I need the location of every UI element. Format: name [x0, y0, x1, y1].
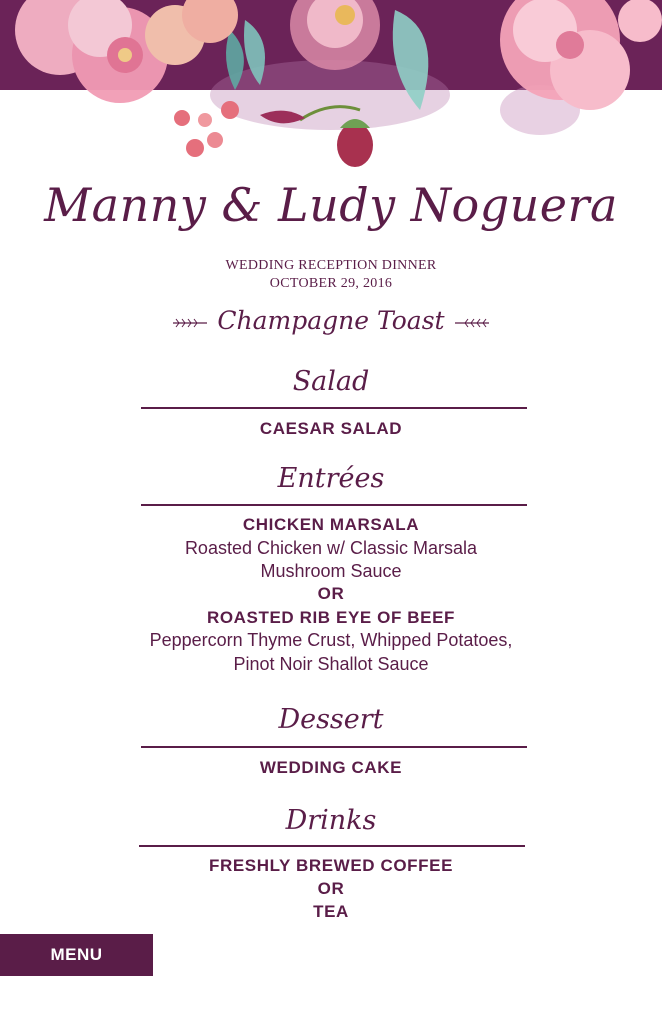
dessert-divider	[141, 746, 527, 748]
event-date: OCTOBER 29, 2016	[269, 276, 393, 291]
champagne-toast-line	[0, 306, 662, 335]
entree-1-desc-line1: Roasted Chicken w/ Classic Marsala	[184, 538, 478, 558]
drink-1: FRESHLY BREWED COFFEE	[208, 856, 454, 875]
drink-2: TEA	[313, 902, 349, 921]
drinks-divider	[139, 845, 525, 847]
entree-2-name: ROASTED RIB EYE OF BEEF	[206, 608, 456, 627]
menu-label-tag: MENU	[0, 934, 153, 976]
dessert-heading: Dessert	[278, 704, 384, 735]
salad-heading: Salad	[292, 366, 370, 397]
event-subtitle: WEDDING RECEPTION DINNER	[225, 258, 437, 273]
entree-2-desc-line1: Peppercorn Thyme Crust, Whipped Potatoes,	[149, 630, 513, 650]
drink-or: OR	[317, 879, 345, 898]
left-sprig-icon	[171, 316, 209, 330]
salad-divider	[141, 407, 527, 409]
salad-item: CAESAR SALAD	[259, 419, 403, 438]
entrees-divider	[141, 504, 527, 506]
entree-1-desc-line2: Mushroom Sauce	[260, 561, 402, 581]
toast-label: Champagne Toast	[217, 306, 445, 335]
entree-or: OR	[317, 584, 345, 603]
entree-2-desc-line2: Pinot Noir Shallot Sauce	[233, 654, 429, 674]
couple-names-title: Manny & Ludy Noguera	[44, 178, 618, 232]
right-sprig-icon	[453, 316, 491, 330]
dessert-item: WEDDING CAKE	[259, 758, 403, 777]
entrees-heading: Entrées	[277, 463, 385, 494]
drinks-heading: Drinks	[285, 805, 377, 836]
floral-header-banner	[0, 0, 662, 180]
entree-1-name: CHICKEN MARSALA	[242, 515, 420, 534]
